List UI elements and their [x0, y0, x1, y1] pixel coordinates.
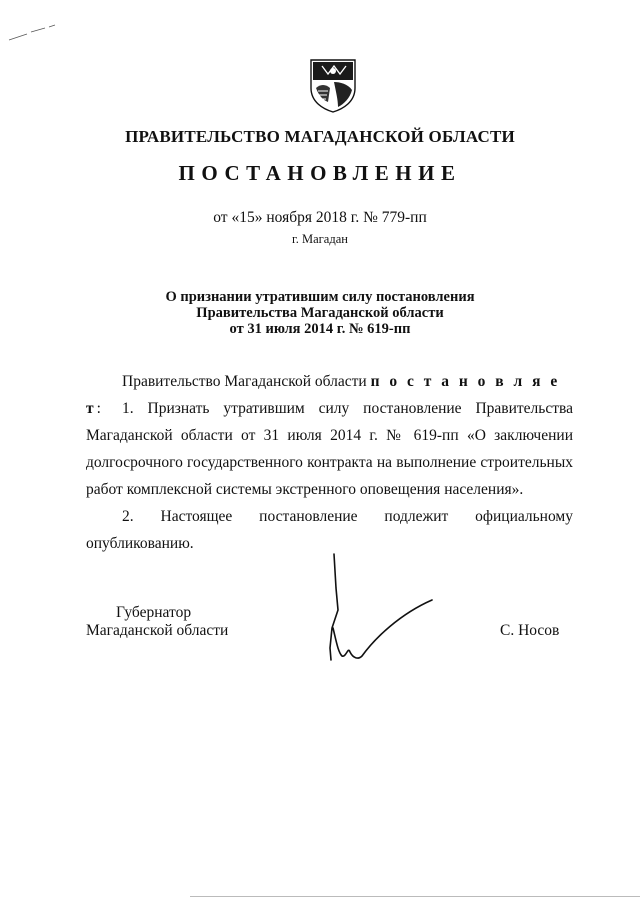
scan-artifact: [5, 20, 65, 45]
preamble-decree-word: п о с т а н о в л я е т: [86, 373, 561, 417]
magadan-coat-of-arms-icon: [308, 58, 358, 114]
document-type-title: ПОСТАНОВЛЕНИЕ: [178, 161, 462, 185]
coat-of-arms-emblem: [308, 58, 358, 114]
preamble-text: Правительство Магаданской области: [122, 373, 371, 390]
signatory-title-line: Губернатор: [116, 604, 192, 621]
paragraph-1: 1. Признать утратившим силу постановление Правительства Магаданской области от 31 июля 2014 г. № 619-пп «О заключении долгосрочного государственного контракта на выполнение строительных работ комплексной системы экстренного оповещения населения».: [86, 400, 573, 498]
preamble-colon: :: [96, 400, 101, 417]
document-city: г. Магадан: [292, 232, 348, 246]
organization-title: ПРАВИТЕЛЬСТВО МАГАДАНСКОЙ ОБЛАСТИ: [125, 127, 515, 146]
document-subject: [0, 289, 640, 337]
signatory-title: [86, 604, 236, 640]
paragraph-2-line-2: опубликованию.: [86, 535, 194, 552]
scan-edge-line: [190, 896, 640, 897]
document-date-number: от «15» ноября 2018 г. № 779-пп: [213, 209, 427, 226]
signatory-name: С. Носов: [500, 622, 560, 639]
paragraph-2-line-1: 2. Настоящее постановление подлежит официальному: [122, 508, 573, 525]
signatory-title-line: Магаданской области: [86, 622, 229, 639]
subject-line: Правительства Магаданской области: [196, 305, 444, 321]
subject-line: О признании утратившим силу постановления: [165, 289, 475, 305]
handwritten-signature: [320, 548, 440, 668]
subject-line: от 31 июля 2014 г. № 619-пп: [229, 321, 411, 337]
